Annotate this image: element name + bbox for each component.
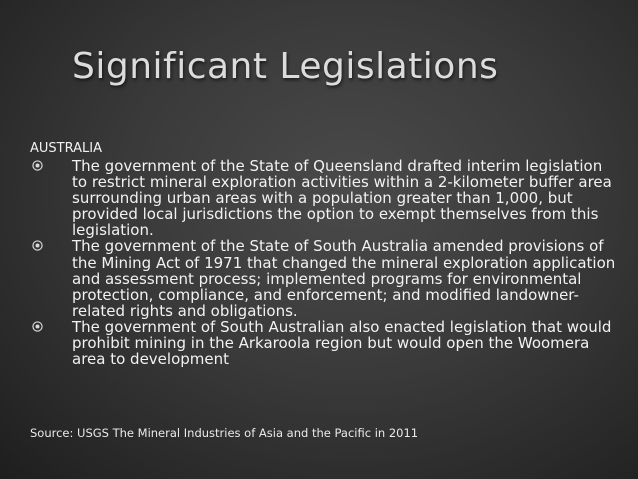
bullet-text: The government of the State of South Australia amended provisions of the Mining Act of 1971 that changed the mineral exploration application and assessment process; implemented programs for environmental protection, compliance, and enforcement; and modified landowner-related rights and obligations.: [72, 237, 616, 320]
bullet-item: [30, 158, 620, 238]
bullet-text: The government of South Australian also enacted legislation that would prohibit mining in the Arkaroola region but would open the Woomera area to development: [72, 317, 612, 369]
target-bullet-icon: [32, 240, 43, 251]
slide-title: Significant Legislations: [72, 46, 499, 87]
slide-content: [30, 141, 620, 367]
bullet-text: The government of the State of Queensland drafted interim legislation to restrict mineral exploration activities within a 2-kilometer buffer area surrounding urban areas with a population greater than 1,000, but provided local jurisdictions the option to exempt themselves from this legislation.: [72, 157, 612, 240]
source-citation: Source: USGS The Mineral Industries of Asia and the Pacific in 2011: [30, 426, 419, 440]
bullet-item: [30, 319, 620, 367]
section-label: AUSTRALIA: [30, 141, 102, 156]
target-bullet-icon: [32, 321, 43, 332]
target-bullet-icon: [32, 160, 43, 171]
bullet-list: [30, 158, 620, 367]
bullet-item: [30, 238, 620, 318]
